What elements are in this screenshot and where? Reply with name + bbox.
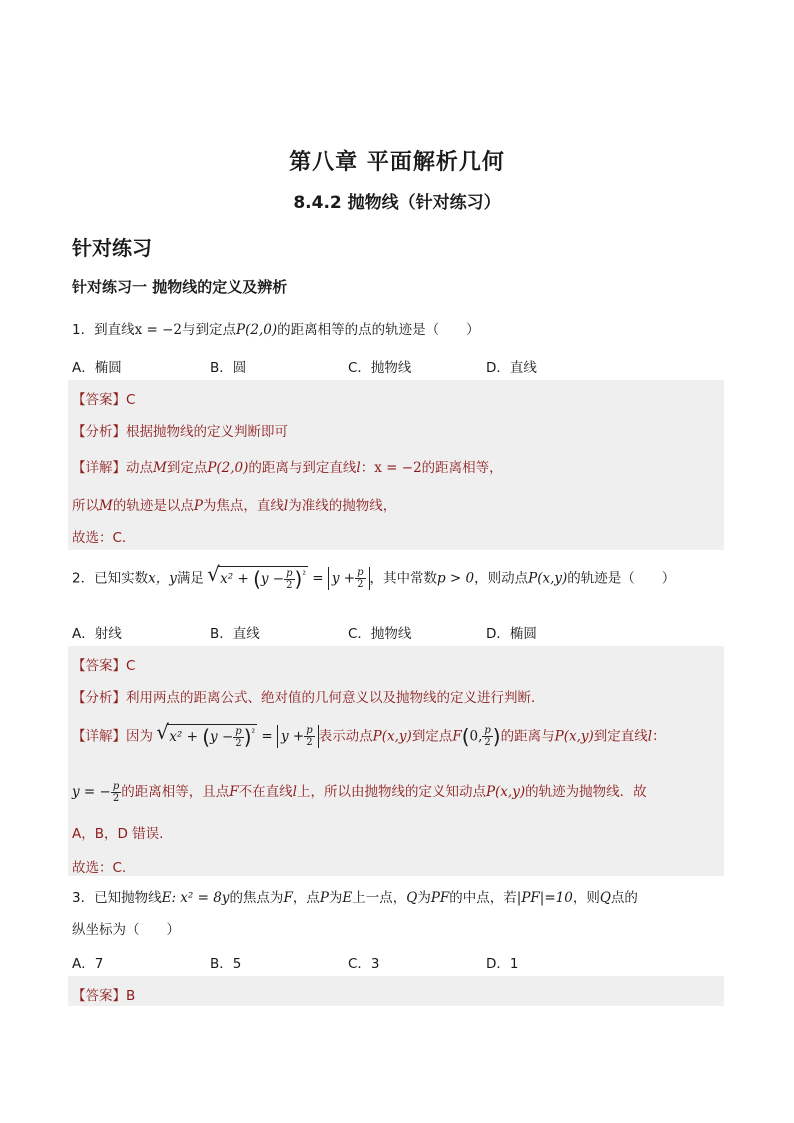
subsection-heading: 针对练习一 抛物线的定义及辨析 [72,278,288,296]
q2-abs-expression: y + $\frac{p}{2}$ [328,567,370,590]
q2-analysis: 【分析】利用两点的距离公式、绝对值的几何意义以及抛物线的定义进行判断． [72,690,545,706]
q1-option-a: A．椭圆 [72,360,122,376]
q1-choose: 故选：C． [72,530,136,546]
practice-heading: 针对练习 [72,236,152,260]
q2-stem: 2．已知实数x，y满足 √ x² + (y − $\frac{p}{2}$ )$^{^2}$ = y + $\frac{p}{2}$ ，其中常数p > 0，则动点P(x,y)的轨迹是（ ） [72,566,675,591]
q3-option-b: B．5 [210,956,242,972]
q1-answer: 【答案】C [72,392,136,408]
q2-detail-sqrt: √ x² + (y − $\frac{p}{2}$ )$^{^2}$ [167,724,257,749]
q2-sqrt-expression: √ x² + (y − $\frac{p}{2}$ )$^{^2}$ [218,566,308,591]
q2-detail-abs: y + $\frac{p}{2}$ [277,725,319,748]
q3-stem-line1: 3．已知抛物线E: x² = 8y的焦点为F，点P为E上一点，Q为PF的中点，若|PF|=10，则Q点的 [72,890,638,906]
q2-detail-line2: y = − $\frac{p}{2}$ 的距离相等，且点F不在直线l上，所以由抛物线的定义知动点P(x,y)的轨迹为抛物线．故 [72,780,647,804]
q3-option-a: A．7 [72,956,104,972]
q2-choose: 故选：C. [72,860,127,876]
q3-option-d: D．1 [486,956,519,972]
section-title: 8.4.2 抛物线（针对练习） [293,193,501,213]
q2-answer: 【答案】C [72,658,136,674]
q2-option-b: B．直线 [210,626,260,642]
chapter-title: 第八章 平面解析几何 [289,150,505,175]
q2-option-c: C．抛物线 [348,626,412,642]
q1-option-c: C．抛物线 [348,360,412,376]
q2-detail-line1: 【详解】因为 √ x² + (y − $\frac{p}{2}$ )$^{^2}$ = y + $\frac{p}{2}$ 表示动点P(x,y)到定点F(0, $\frac{p}{2}$ )的距离与P(x,y)到定直线l： [72,724,666,749]
q1-option-b: B．圆 [210,360,247,376]
q3-answer: 【答案】B [72,988,136,1004]
q1-detail-line2: 所以M的轨迹是以点P为焦点，直线l为准线的抛物线， [72,498,397,514]
q3-stem-line2: 纵坐标为（ ） [72,922,180,938]
q1-analysis: 【分析】根据抛物线的定义判断即可 [72,424,288,440]
q1-stem: 1．到直线x = −2与到定点P(2,0)的距离相等的点的轨迹是（ ） [72,322,480,338]
q2-detail-line3: A，B，D 错误. [72,826,164,842]
q1-detail-line1: 【详解】动点M到定点P(2,0)的距离与到定直线l：x = −2的距离相等， [72,460,503,476]
q3-option-c: C．3 [348,956,380,972]
q3-solution-box [68,976,724,1006]
q2-solution-box [68,646,724,876]
q2-option-d: D．椭圆 [486,626,537,642]
q1-option-d: D．直线 [486,360,537,376]
q2-option-a: A．射线 [72,626,122,642]
